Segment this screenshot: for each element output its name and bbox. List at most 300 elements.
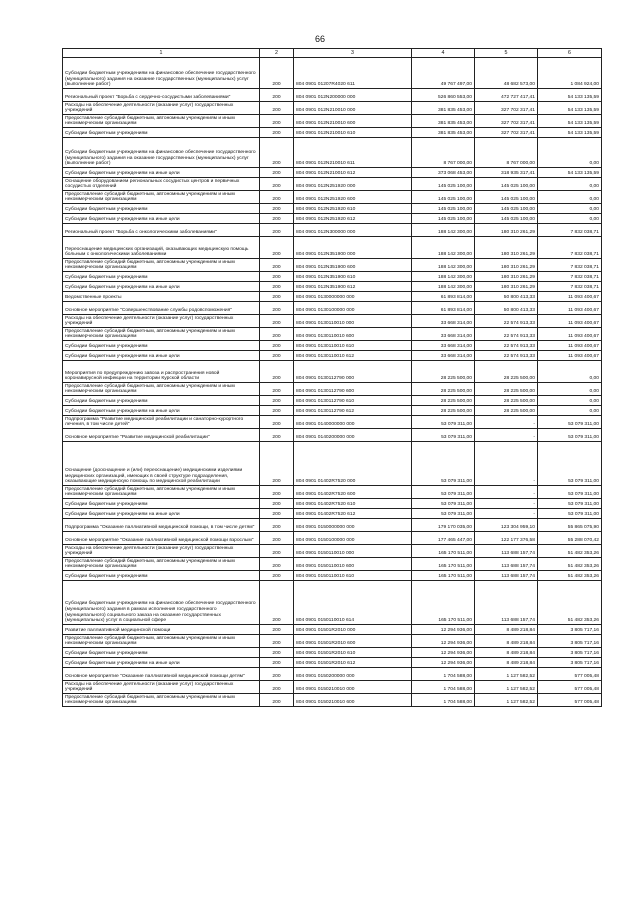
table-row <box>63 486 602 499</box>
cell-grbs: 200 <box>260 486 294 499</box>
cell-plan: 1 704 588,00 <box>412 668 475 681</box>
cell-name: Ведомственные проекты <box>63 292 260 302</box>
cell-code: 804 0901 0130110010 600 <box>294 328 412 341</box>
cell-name: Подпрограмма "Оказание паллиативной медицинской помощи, в том числе детям" <box>63 519 260 532</box>
table-header <box>63 49 602 58</box>
table-row <box>63 383 602 396</box>
cell-grbs: 200 <box>260 259 294 272</box>
cell-grbs: 200 <box>260 581 294 625</box>
table-row <box>63 168 602 178</box>
cell-name: Предоставление субсидий бюджетным, автономным учреждениям и иным некоммерческим организациям <box>63 115 260 128</box>
cell-fact: 28 225 500,00 <box>475 396 538 406</box>
cell-code: 804 0901 01501R2010 600 <box>294 635 412 648</box>
table-row <box>63 315 602 328</box>
cell-plan: 61 893 814,00 <box>412 292 475 302</box>
cell-diff: 7 832 038,71 <box>538 272 602 282</box>
cell-fact: 180 310 261,29 <box>475 237 538 259</box>
cell-diff: 53 079 311,00 <box>538 486 602 499</box>
cell-plan: 8 767 000,00 <box>412 138 475 168</box>
cell-code: 804 0901 01207R4020 611 <box>294 58 412 89</box>
cell-fact: 180 310 261,29 <box>475 259 538 272</box>
cell-plan: 177 465 447,00 <box>412 532 475 545</box>
cell-plan: 12 294 936,00 <box>412 648 475 658</box>
cell-code: 804 0901 012N251920 612 <box>294 214 412 224</box>
table-row <box>63 658 602 668</box>
table-row <box>63 302 602 315</box>
cell-code: 804 0901 0150000000 000 <box>294 519 412 532</box>
cell-diff: 7 832 038,71 <box>538 259 602 272</box>
cell-grbs: 200 <box>260 442 294 486</box>
table-row <box>63 361 602 383</box>
cell-grbs: 200 <box>260 224 294 237</box>
table-row <box>63 328 602 341</box>
cell-code: 804 0901 0130112790 000 <box>294 361 412 383</box>
table-row <box>63 237 602 259</box>
cell-plan: 165 170 511,00 <box>412 571 475 581</box>
cell-diff: 54 133 135,59 <box>538 102 602 115</box>
cell-plan: 188 142 300,00 <box>412 282 475 292</box>
cell-diff: 7 832 038,71 <box>538 282 602 292</box>
cell-fact: 327 702 317,41 <box>475 115 538 128</box>
table-row <box>63 259 602 272</box>
cell-grbs: 200 <box>260 328 294 341</box>
cell-code: 804 0901 012N210010 600 <box>294 115 412 128</box>
cell-diff: 3 805 717,16 <box>538 625 602 635</box>
cell-grbs: 200 <box>260 519 294 532</box>
cell-diff: 11 093 400,67 <box>538 315 602 328</box>
table-row <box>63 282 602 292</box>
cell-plan: 179 170 035,00 <box>412 519 475 532</box>
cell-code: 804 0901 012N251920 600 <box>294 191 412 204</box>
cell-grbs: 200 <box>260 191 294 204</box>
cell-grbs: 200 <box>260 635 294 648</box>
cell-name: Субсидии бюджетным учреждениям <box>63 341 260 351</box>
cell-code: 804 0901 0130112790 612 <box>294 406 412 416</box>
cell-diff: 7 832 038,71 <box>538 224 602 237</box>
table-row <box>63 272 602 282</box>
table-row <box>63 416 602 429</box>
cell-plan: 28 225 500,00 <box>412 396 475 406</box>
table-row <box>63 625 602 635</box>
cell-diff: 54 133 135,59 <box>538 168 602 178</box>
cell-diff: 3 805 717,16 <box>538 658 602 668</box>
cell-diff: 53 079 311,00 <box>538 499 602 509</box>
cell-plan: 188 142 300,00 <box>412 224 475 237</box>
cell-plan: 61 893 814,00 <box>412 302 475 315</box>
cell-diff: 0,00 <box>538 138 602 168</box>
cell-grbs: 200 <box>260 396 294 406</box>
cell-diff: 53 079 311,00 <box>538 416 602 429</box>
cell-grbs: 200 <box>260 168 294 178</box>
cell-fact: 1 127 582,52 <box>475 668 538 681</box>
cell-fact: 28 225 500,00 <box>475 383 538 396</box>
cell-name: Субсидии бюджетным учреждениям <box>63 204 260 214</box>
cell-plan: 12 294 936,00 <box>412 635 475 648</box>
cell-plan: 1 704 588,00 <box>412 681 475 694</box>
cell-code: 804 0901 0150110010 614 <box>294 581 412 625</box>
cell-plan: 49 767 497,00 <box>412 58 475 89</box>
cell-name: Региональный проект "Борьба с сердечно-сосудистыми заболеваниями" <box>63 89 260 102</box>
cell-fact: 180 310 261,29 <box>475 282 538 292</box>
cell-grbs: 200 <box>260 102 294 115</box>
cell-fact: - <box>475 509 538 519</box>
cell-name: Предоставление субсидий бюджетным, автономным учреждениям и иным некоммерческим организациям <box>63 558 260 571</box>
cell-fact: 8 489 218,84 <box>475 625 538 635</box>
cell-grbs: 200 <box>260 178 294 191</box>
cell-fact: 22 574 913,33 <box>475 328 538 341</box>
cell-diff: 3 805 717,16 <box>538 635 602 648</box>
cell-diff: 55 865 075,90 <box>538 519 602 532</box>
cell-code: 804 0901 0150210010 000 <box>294 681 412 694</box>
cell-diff: 51 482 353,26 <box>538 558 602 571</box>
cell-plan: 28 225 500,00 <box>412 361 475 383</box>
cell-plan: 1 704 588,00 <box>412 694 475 707</box>
table-row <box>63 396 602 406</box>
cell-fact: 8 489 218,84 <box>475 648 538 658</box>
cell-grbs: 200 <box>260 571 294 581</box>
cell-code: 804 0901 012N300000 000 <box>294 224 412 237</box>
cell-grbs: 200 <box>260 204 294 214</box>
table-row <box>63 429 602 442</box>
cell-fact: 123 304 959,10 <box>475 519 538 532</box>
cell-grbs: 200 <box>260 694 294 707</box>
header-col-4: 4 <box>412 49 475 58</box>
cell-name: Субсидии бюджетным учреждениям на иные цели <box>63 658 260 668</box>
cell-fact: 28 225 500,00 <box>475 406 538 416</box>
cell-diff: 54 133 135,59 <box>538 128 602 138</box>
cell-diff: 11 093 400,67 <box>538 292 602 302</box>
cell-name: Переоснащение медицинских организаций, оказывающих медицинскую помощь больным с онкологическими заболеваниями <box>63 237 260 259</box>
cell-plan: 381 835 453,00 <box>412 102 475 115</box>
cell-grbs: 200 <box>260 138 294 168</box>
cell-code: 804 0901 0130112790 610 <box>294 396 412 406</box>
cell-diff: 53 079 311,00 <box>538 509 602 519</box>
cell-fact: - <box>475 416 538 429</box>
table-row <box>63 341 602 351</box>
cell-plan: 33 668 314,00 <box>412 351 475 361</box>
cell-diff: 11 093 400,67 <box>538 341 602 351</box>
cell-name: Субсидии бюджетным учреждениям на иные цели <box>63 282 260 292</box>
cell-plan: 145 025 100,00 <box>412 178 475 191</box>
cell-code: 804 0901 01501R2010 612 <box>294 658 412 668</box>
cell-code: 804 0901 012N210010 000 <box>294 102 412 115</box>
cell-code: 804 0901 0150110010 610 <box>294 571 412 581</box>
cell-fact: 472 727 417,41 <box>475 89 538 102</box>
cell-fact: 180 310 261,29 <box>475 272 538 282</box>
cell-fact: 8 489 218,84 <box>475 635 538 648</box>
cell-name: Субсидии бюджетным учреждениям на иные цели <box>63 509 260 519</box>
cell-diff: 11 093 400,67 <box>538 302 602 315</box>
cell-name: Субсидии бюджетным учреждениям <box>63 396 260 406</box>
cell-diff: 51 482 353,26 <box>538 545 602 558</box>
cell-code: 804 0901 012N200000 000 <box>294 89 412 102</box>
cell-name: Расходы на обеспечение деятельности (оказание услуг) государственных учреждений <box>63 102 260 115</box>
cell-grbs: 200 <box>260 272 294 282</box>
cell-name: Предоставление субсидий бюджетным, автономным учреждениям и иным некоммерческим организациям <box>63 694 260 707</box>
cell-diff: 577 005,48 <box>538 668 602 681</box>
cell-diff: 51 482 353,26 <box>538 571 602 581</box>
cell-fact: 22 574 913,33 <box>475 351 538 361</box>
cell-code: 804 0901 0140000000 000 <box>294 416 412 429</box>
cell-name: Предоставление субсидий бюджетным, автономным учреждениям и иным некоммерческим организациям <box>63 259 260 272</box>
cell-code: 804 0901 012N210010 610 <box>294 128 412 138</box>
cell-name: Субсидии бюджетным учреждениям на финансовое обеспечение государственного (муниципального) задания на оказание государственных (муниципальных) услуг (выполнение работ) <box>63 138 260 168</box>
header-col-3: 3 <box>294 49 412 58</box>
cell-grbs: 200 <box>260 361 294 383</box>
cell-grbs: 200 <box>260 658 294 668</box>
cell-code: 804 0901 0130000000 000 <box>294 292 412 302</box>
cell-fact: - <box>475 499 538 509</box>
cell-name: Расходы на обеспечение деятельности (оказание услуг) государственных учреждений <box>63 315 260 328</box>
table-row <box>63 214 602 224</box>
cell-grbs: 200 <box>260 128 294 138</box>
cell-grbs: 200 <box>260 315 294 328</box>
cell-plan: 381 835 453,00 <box>412 115 475 128</box>
table-row <box>63 581 602 625</box>
cell-name: Субсидии бюджетным учреждениям <box>63 571 260 581</box>
cell-code: 804 0901 012N210010 612 <box>294 168 412 178</box>
cell-grbs: 200 <box>260 416 294 429</box>
cell-diff: 0,00 <box>538 396 602 406</box>
cell-name: Предоставление субсидий бюджетным, автономным учреждениям и иным некоммерческим организациям <box>63 191 260 204</box>
table-row <box>63 532 602 545</box>
cell-grbs: 200 <box>260 532 294 545</box>
cell-plan: 526 860 553,00 <box>412 89 475 102</box>
cell-code: 804 0901 0130112790 600 <box>294 383 412 396</box>
cell-diff: 0,00 <box>538 214 602 224</box>
cell-fact: 145 025 100,00 <box>475 178 538 191</box>
cell-diff: 11 093 400,67 <box>538 351 602 361</box>
cell-grbs: 200 <box>260 681 294 694</box>
cell-plan: 373 068 453,00 <box>412 168 475 178</box>
cell-plan: 53 079 311,00 <box>412 499 475 509</box>
cell-code: 804 0901 012N351900 000 <box>294 237 412 259</box>
cell-grbs: 200 <box>260 625 294 635</box>
cell-fact: 113 688 157,74 <box>475 571 538 581</box>
cell-diff: 55 288 070,42 <box>538 532 602 545</box>
cell-code: 804 0901 0130110010 000 <box>294 315 412 328</box>
cell-grbs: 200 <box>260 292 294 302</box>
cell-fact: 318 935 317,41 <box>475 168 538 178</box>
table-row <box>63 499 602 509</box>
cell-grbs: 200 <box>260 668 294 681</box>
cell-plan: 12 294 936,00 <box>412 625 475 635</box>
table-row <box>63 571 602 581</box>
table-row <box>63 89 602 102</box>
cell-name: Субсидии бюджетным учреждениям на иные цели <box>63 406 260 416</box>
table-row <box>63 406 602 416</box>
cell-name: Основное мероприятие "Развитие медицинской реабилитации" <box>63 429 260 442</box>
cell-plan: 188 142 300,00 <box>412 259 475 272</box>
cell-diff: 0,00 <box>538 191 602 204</box>
cell-plan: 188 142 300,00 <box>412 237 475 259</box>
cell-name: Подпрограмма "Развитие медицинской реабилитации и санаторно-курортного лечения, в том числе детей" <box>63 416 260 429</box>
cell-fact: 50 800 413,33 <box>475 292 538 302</box>
header-row <box>63 49 602 58</box>
cell-code: 804 0901 012N351900 612 <box>294 282 412 292</box>
table-row <box>63 694 602 707</box>
table-row <box>63 442 602 486</box>
cell-grbs: 200 <box>260 302 294 315</box>
cell-diff: 0,00 <box>538 204 602 214</box>
cell-plan: 165 170 511,00 <box>412 558 475 571</box>
cell-plan: 12 294 936,00 <box>412 658 475 668</box>
cell-fact: 1 127 582,52 <box>475 681 538 694</box>
cell-grbs: 200 <box>260 429 294 442</box>
cell-diff: 53 079 311,00 <box>538 429 602 442</box>
cell-name: Субсидии бюджетным учреждениям на иные цели <box>63 214 260 224</box>
cell-name: Оснащение оборудованием региональных сосудистых центров и первичных сосудистых отделений <box>63 178 260 191</box>
cell-fact: 113 688 157,74 <box>475 558 538 571</box>
cell-plan: 53 079 311,00 <box>412 429 475 442</box>
cell-plan: 33 668 314,00 <box>412 341 475 351</box>
cell-diff: 0,00 <box>538 178 602 191</box>
cell-grbs: 200 <box>260 237 294 259</box>
cell-diff: 1 084 924,00 <box>538 58 602 89</box>
cell-name: Основное мероприятие "Оказание паллиативной медицинской помощи взрослым" <box>63 532 260 545</box>
cell-fact: 113 688 157,74 <box>475 545 538 558</box>
cell-fact: 122 177 376,58 <box>475 532 538 545</box>
cell-diff: 577 005,48 <box>538 681 602 694</box>
cell-fact: - <box>475 429 538 442</box>
cell-code: 804 0901 01402R7520 600 <box>294 486 412 499</box>
cell-plan: 381 835 453,00 <box>412 128 475 138</box>
cell-fact: 8 767 000,00 <box>475 138 538 168</box>
header-col-1: 1 <box>63 49 260 58</box>
cell-fact: 22 574 913,33 <box>475 341 538 351</box>
cell-fact: 327 702 317,41 <box>475 102 538 115</box>
cell-diff: 577 005,48 <box>538 694 602 707</box>
cell-fact: 145 025 100,00 <box>475 214 538 224</box>
cell-grbs: 200 <box>260 351 294 361</box>
table-row <box>63 102 602 115</box>
cell-fact: - <box>475 486 538 499</box>
cell-fact: 327 702 317,41 <box>475 128 538 138</box>
cell-plan: 145 025 100,00 <box>412 214 475 224</box>
cell-name: Субсидии бюджетным учреждениям на финансовое обеспечение государственного (муниципального) задания в рамках исполнения государственного (муниципального) социального заказа на оказание государственных (муниципальных) услуг в социальной сфере <box>63 581 260 625</box>
cell-diff: 0,00 <box>538 406 602 416</box>
cell-diff: 3 805 717,16 <box>538 648 602 658</box>
cell-code: 804 0901 012N351900 600 <box>294 259 412 272</box>
cell-code: 804 0901 01402R7520 612 <box>294 509 412 519</box>
cell-name: Предоставление субсидий бюджетным, автономным учреждениям и иным некоммерческим организациям <box>63 486 260 499</box>
table-row <box>63 178 602 191</box>
cell-fact: 1 127 582,52 <box>475 694 538 707</box>
table-row <box>63 558 602 571</box>
cell-plan: 53 079 311,00 <box>412 442 475 486</box>
cell-grbs: 200 <box>260 89 294 102</box>
cell-diff: 0,00 <box>538 383 602 396</box>
table-row <box>63 204 602 214</box>
cell-code: 804 0901 012N251920 000 <box>294 178 412 191</box>
cell-name: Субсидии бюджетным учреждениям на иные цели <box>63 168 260 178</box>
cell-code: 804 0901 0150210010 600 <box>294 694 412 707</box>
cell-grbs: 200 <box>260 282 294 292</box>
cell-plan: 53 079 311,00 <box>412 486 475 499</box>
table-row <box>63 635 602 648</box>
cell-fact: 180 310 261,29 <box>475 224 538 237</box>
cell-fact: 22 574 913,33 <box>475 315 538 328</box>
cell-plan: 33 668 314,00 <box>412 328 475 341</box>
cell-plan: 165 170 511,00 <box>412 545 475 558</box>
cell-grbs: 200 <box>260 214 294 224</box>
cell-fact: 50 800 413,33 <box>475 302 538 315</box>
table-row <box>63 115 602 128</box>
cell-plan: 53 079 311,00 <box>412 509 475 519</box>
cell-code: 804 0901 01402R7520 610 <box>294 499 412 509</box>
budget-table <box>62 48 602 707</box>
cell-plan: 28 225 500,00 <box>412 383 475 396</box>
cell-fact: - <box>475 442 538 486</box>
cell-fact: 145 025 100,00 <box>475 204 538 214</box>
table-row <box>63 668 602 681</box>
header-col-6: 6 <box>538 49 602 58</box>
table-row <box>63 58 602 89</box>
cell-grbs: 200 <box>260 499 294 509</box>
cell-name: Мероприятия по предупреждению завоза и распространения новой коронавирусной инфекции на территории Курской области <box>63 361 260 383</box>
cell-fact: 113 688 157,74 <box>475 581 538 625</box>
cell-grbs: 200 <box>260 115 294 128</box>
cell-grbs: 200 <box>260 341 294 351</box>
cell-grbs: 200 <box>260 509 294 519</box>
cell-name: Развитие паллиативной медицинской помощи <box>63 625 260 635</box>
cell-fact: 28 225 500,00 <box>475 361 538 383</box>
table-row <box>63 681 602 694</box>
cell-code: 804 0901 012N251920 610 <box>294 204 412 214</box>
cell-code: 804 0901 01501R2010 000 <box>294 625 412 635</box>
cell-diff: 7 832 038,71 <box>538 237 602 259</box>
cell-diff: 53 079 311,00 <box>538 442 602 486</box>
cell-name: Субсидии бюджетным учреждениям на иные цели <box>63 351 260 361</box>
cell-name: Региональный проект "Борьба с онкологическими заболеваниями" <box>63 224 260 237</box>
table-row <box>63 648 602 658</box>
cell-name: Предоставление субсидий бюджетным, автономным учреждениям и иным некоммерческим организациям <box>63 383 260 396</box>
cell-name: Субсидии бюджетным учреждениям <box>63 499 260 509</box>
table-row <box>63 292 602 302</box>
table-row <box>63 224 602 237</box>
cell-plan: 145 025 100,00 <box>412 191 475 204</box>
cell-grbs: 200 <box>260 58 294 89</box>
cell-name: Расходы на обеспечение деятельности (оказание услуг) государственных учреждений <box>63 681 260 694</box>
cell-name: Предоставление субсидий бюджетным, автономным учреждениям и иным некоммерческим организациям <box>63 635 260 648</box>
cell-name: Предоставление субсидий бюджетным, автономным учреждениям и иным некоммерческим организациям <box>63 328 260 341</box>
cell-name: Основное мероприятие "Оказание паллиативной медицинской помощи детям" <box>63 668 260 681</box>
table-body <box>63 58 602 707</box>
cell-fact: 48 682 573,00 <box>475 58 538 89</box>
cell-code: 804 0901 0130110010 610 <box>294 341 412 351</box>
cell-code: 804 0901 0150110010 600 <box>294 558 412 571</box>
cell-name: Расходы на обеспечение деятельности (оказание услуг) государственных учреждений <box>63 545 260 558</box>
cell-plan: 28 225 500,00 <box>412 406 475 416</box>
cell-code: 804 0901 0130110010 612 <box>294 351 412 361</box>
cell-name: Основное мероприятие "Совершенствование службы родовспоможения" <box>63 302 260 315</box>
cell-code: 804 0901 0150200000 000 <box>294 668 412 681</box>
cell-diff: 0,00 <box>538 361 602 383</box>
cell-fact: 8 489 218,84 <box>475 658 538 668</box>
cell-diff: 54 133 135,59 <box>538 115 602 128</box>
cell-plan: 145 025 100,00 <box>412 204 475 214</box>
cell-code: 804 0901 012N210010 611 <box>294 138 412 168</box>
table-row <box>63 138 602 168</box>
header-col-5: 5 <box>475 49 538 58</box>
cell-name: Субсидии бюджетным учреждениям <box>63 128 260 138</box>
cell-plan: 53 079 311,00 <box>412 416 475 429</box>
cell-name: Субсидии бюджетным учреждениям <box>63 272 260 282</box>
cell-plan: 165 170 511,00 <box>412 581 475 625</box>
cell-code: 804 0901 01501R2010 610 <box>294 648 412 658</box>
table-row <box>63 509 602 519</box>
cell-code: 804 0901 0140200000 000 <box>294 429 412 442</box>
